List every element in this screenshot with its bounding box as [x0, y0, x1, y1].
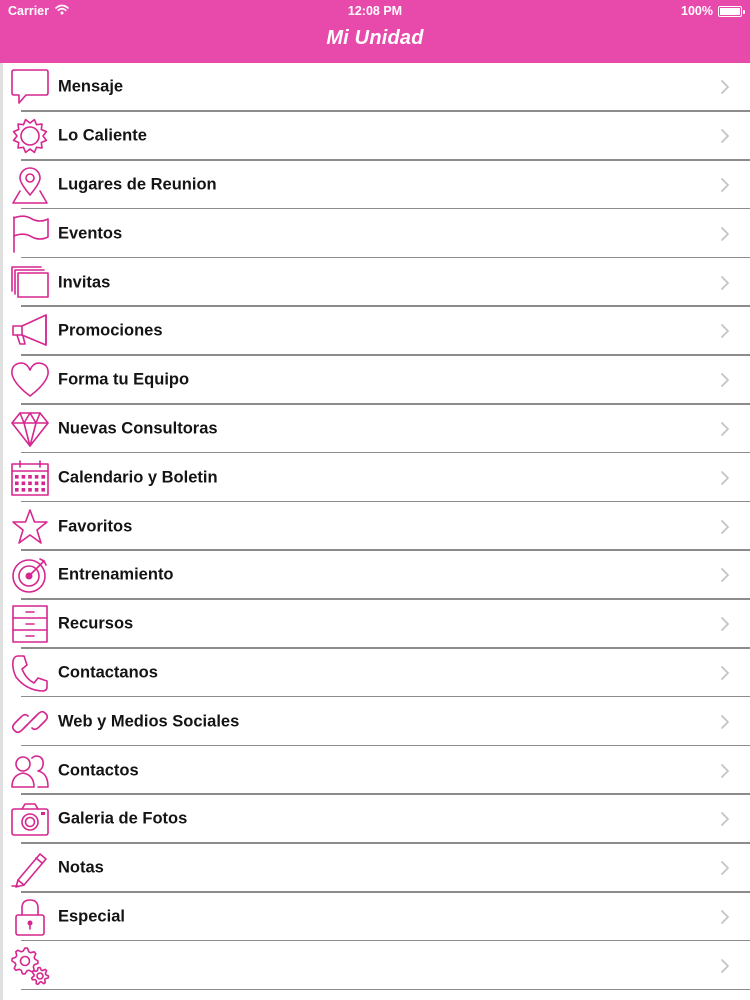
menu-row-label: Notas	[58, 858, 104, 877]
menu-row-promociones[interactable]	[3, 307, 750, 356]
menu-row-eventos[interactable]	[3, 209, 750, 258]
calendar-icon	[10, 458, 50, 498]
menu-row-label: Lo Caliente	[58, 126, 147, 145]
pencil-icon	[10, 848, 50, 888]
chevron-right-icon	[718, 470, 732, 486]
status-time: 12:08 PM	[347, 4, 403, 18]
carrier-label: Carrier	[8, 4, 49, 18]
chevron-right-icon	[718, 714, 732, 730]
menu-row-forma-tu-equipo[interactable]	[3, 356, 750, 405]
camera-icon	[10, 799, 50, 839]
menu-row-label: Contactos	[58, 761, 139, 780]
flag-icon	[10, 214, 50, 254]
header	[0, 0, 750, 63]
target-icon	[10, 555, 50, 595]
chevron-right-icon	[718, 177, 732, 193]
chevron-right-icon	[718, 421, 732, 437]
menu-row-nuevas-consultoras[interactable]	[3, 405, 750, 454]
menu-row-label: Calendario y Boletin	[58, 468, 218, 487]
menu-row-galeria-de-fotos[interactable]	[3, 795, 750, 844]
status-bar	[0, 0, 750, 22]
menu-row-label: Entrenamiento	[58, 565, 174, 584]
menu-row-label: Forma tu Equipo	[58, 370, 190, 389]
chevron-right-icon	[718, 909, 732, 925]
menu-row-favoritos[interactable]	[3, 502, 750, 551]
chevron-right-icon	[718, 128, 732, 144]
menu-row-web-y-medios-sociales[interactable]	[3, 697, 750, 746]
megaphone-icon	[10, 311, 50, 351]
menu-row-label: Promociones	[58, 321, 163, 340]
lock-icon	[10, 897, 50, 937]
menu-row-entrenamiento[interactable]	[3, 551, 750, 600]
chevron-right-icon	[718, 811, 732, 827]
menu-row-especial[interactable]	[3, 893, 750, 942]
menu-row-lugares-de-reunion[interactable]	[3, 161, 750, 210]
people-icon	[10, 751, 50, 791]
chevron-right-icon	[718, 567, 732, 583]
battery-icon	[718, 6, 742, 17]
menu-row-label: Invitas	[58, 273, 111, 292]
menu-row-lo-caliente[interactable]	[3, 112, 750, 161]
menu-row-invitas[interactable]	[3, 258, 750, 307]
menu-row-notas[interactable]	[3, 844, 750, 893]
chevron-right-icon	[718, 860, 732, 876]
sun-gear-icon	[10, 116, 50, 156]
menu-row-label: Eventos	[58, 224, 123, 243]
menu-row-label: Nuevas Consultoras	[58, 419, 218, 438]
menu-row-recursos[interactable]	[3, 600, 750, 649]
menu-row-settings[interactable]	[3, 941, 750, 990]
battery-percent: 100%	[681, 4, 713, 18]
diamond-icon	[10, 409, 50, 449]
chevron-right-icon	[718, 763, 732, 779]
menu-row-label: Web y Medios Sociales	[58, 712, 240, 731]
menu-row-label: Contactanos	[58, 663, 158, 682]
menu-row-label: Galeria de Fotos	[58, 809, 188, 828]
chevron-right-icon	[718, 226, 732, 242]
chevron-right-icon	[718, 372, 732, 388]
menu-row-mensaje[interactable]	[3, 63, 750, 112]
phone-icon	[10, 653, 50, 693]
menu-row-label: Lugares de Reunion	[58, 175, 217, 194]
map-pin-icon	[10, 165, 50, 205]
settings-gears-icon	[10, 946, 50, 986]
drawers-icon	[10, 604, 50, 644]
chevron-right-icon	[718, 323, 732, 339]
chevron-right-icon	[718, 616, 732, 632]
menu-list	[0, 63, 750, 1000]
link-icon	[10, 702, 50, 742]
menu-row-label: Recursos	[58, 614, 134, 633]
cards-icon	[10, 263, 50, 303]
menu-row-contactos[interactable]	[3, 746, 750, 795]
chevron-right-icon	[718, 665, 732, 681]
menu-row-contactanos[interactable]	[3, 649, 750, 698]
chevron-right-icon	[718, 275, 732, 291]
status-right	[681, 4, 742, 18]
menu-row-label: Especial	[58, 907, 125, 926]
menu-row-label: Favoritos	[58, 517, 133, 536]
chevron-right-icon	[718, 958, 732, 974]
menu-row-calendario-y-boletin[interactable]	[3, 453, 750, 502]
chevron-right-icon	[718, 519, 732, 535]
chevron-right-icon	[718, 79, 732, 95]
star-icon	[10, 507, 50, 547]
menu-row-label: Mensaje	[58, 77, 124, 96]
speech-bubble-icon	[10, 67, 50, 107]
heart-icon	[10, 360, 50, 400]
page-title: Mi Unidad	[326, 27, 424, 49]
